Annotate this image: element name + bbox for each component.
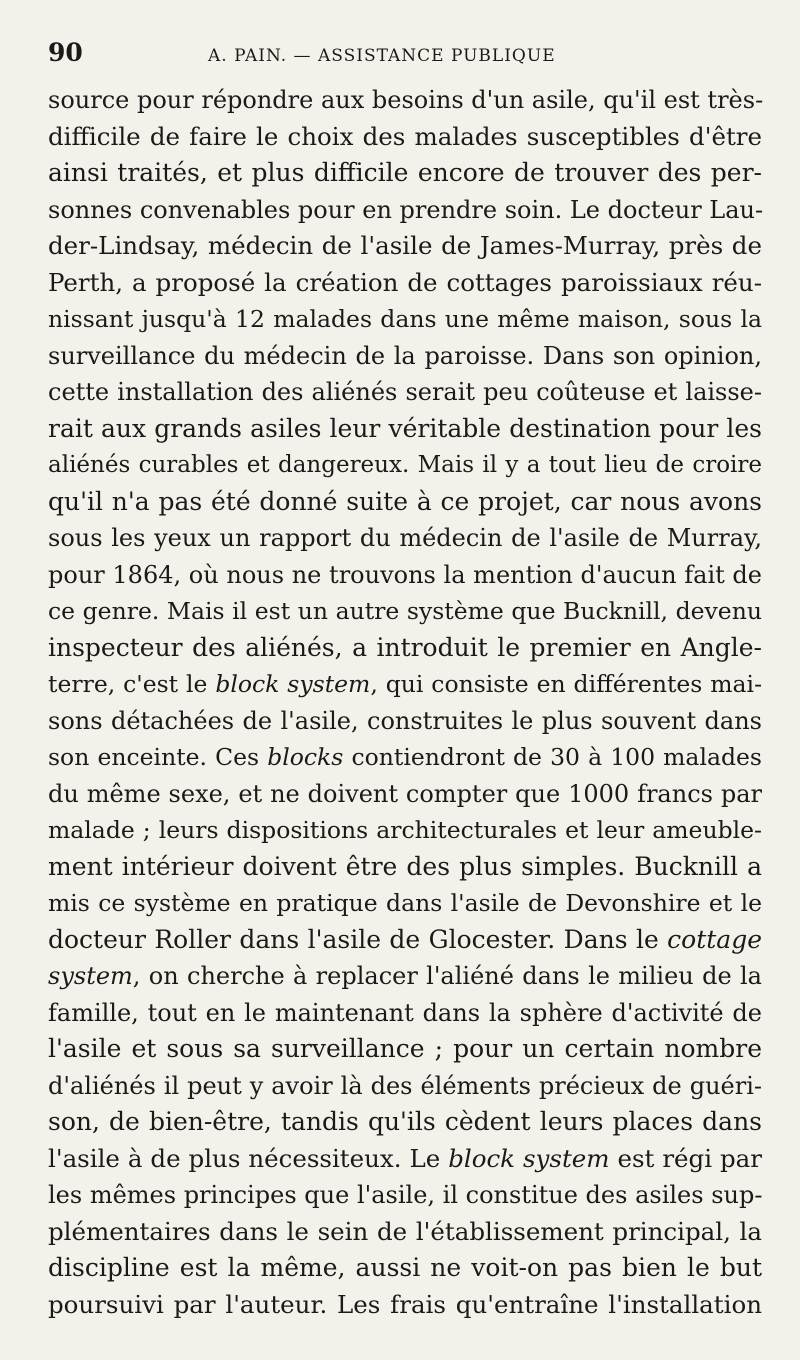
text-line: plémentaires dans le sein de l'établissement principal, la [48, 1216, 762, 1246]
text-line: ment intérieur doivent être des plus simples. Bucknill a [48, 851, 762, 881]
text-line: docteur Roller dans l'asile de Glocester. Dans le cottage [48, 924, 762, 954]
text-line: famille, tout en le maintenant dans la sphère d'activité de [48, 998, 762, 1027]
text-line: surveillance du médecin de la paroisse. Dans son opinion, [48, 341, 762, 370]
text-line: Perth, a proposé la création de cottages paroissiaux réu- [48, 267, 762, 297]
text-line: les mêmes principes que l'asile, il constitue des asiles sup- [48, 1181, 763, 1209]
text-line: terre, c'est le block system, qui consiste en différentes mai- [48, 670, 763, 698]
body-text [48, 82, 762, 1323]
text-line: pour 1864, où nous ne trouvons la mention d'aucun fait de [48, 560, 762, 589]
text-line: du même sexe, et ne doivent compter que 1000 francs par [48, 779, 762, 808]
text-line: son, de bien-être, tandis qu'ils cèdent leurs places dans [48, 1107, 762, 1136]
text-line: son enceinte. Ces blocks contiendront de 30 à 100 malades [48, 743, 762, 771]
text-line: cette installation des aliénés serait peu coûteuse et laisse- [48, 378, 762, 406]
text-line: system, on cherche à replacer l'aliéné dans le milieu de la [48, 962, 762, 990]
text-line: ce genre. Mais il est un autre système que Bucknill, devenu [48, 597, 762, 625]
text-line: sons détachées de l'asile, construites le plus souvent dans [48, 706, 762, 735]
text-line: sous les yeux un rapport du médecin de l'asile de Murray, [48, 524, 762, 552]
text-line: nissant jusqu'à 12 malades dans une même maison, sous la [48, 305, 762, 333]
text-line: qu'il n'a pas été donné suite à ce projet, car nous avons [48, 486, 762, 516]
text-line: l'asile et sous sa surveillance ; pour un certain nombre [48, 1034, 762, 1063]
text-line: aliénés curables et dangereux. Mais il y a tout lieu de croire [48, 452, 762, 478]
text-line: malade ; leurs dispositions architecturales et leur ameuble- [48, 816, 762, 844]
text-line: l'asile à de plus nécessiteux. Le block system est régi par [48, 1143, 762, 1173]
text-line: source pour répondre aux besoins d'un asile, qu'il est très- [48, 86, 764, 114]
text-line: ainsi traités, et plus difficile encore de trouver des per- [48, 158, 762, 187]
page-number: 90 [48, 38, 83, 67]
text-line: difficile de faire le choix des malades susceptibles d'être [48, 121, 762, 151]
text-line: mis ce système en pratique dans l'asile de Devonshire et le [48, 889, 762, 917]
text-line: d'aliénés il peut y avoir là des éléments précieux de guéri- [48, 1071, 762, 1100]
text-line: poursuivi par l'auteur. Les frais qu'entraîne l'installation [48, 1289, 762, 1319]
page-header [48, 38, 762, 74]
text-line: sonnes convenables pour en prendre soin. Le docteur Lau- [48, 195, 764, 224]
text-line: der-Lindsay, médecin de l'asile de James-Murray, près de [48, 231, 762, 260]
text-line: rait aux grands asiles leur véritable destination pour les [48, 413, 762, 443]
text-line: discipline est la même, aussi ne voit-on pas bien le but [48, 1253, 762, 1282]
running-head: A. PAIN. — ASSISTANCE PUBLIQUE [208, 46, 556, 66]
text-line: inspecteur des aliénés, a introduit le premier en Angle- [48, 632, 762, 662]
